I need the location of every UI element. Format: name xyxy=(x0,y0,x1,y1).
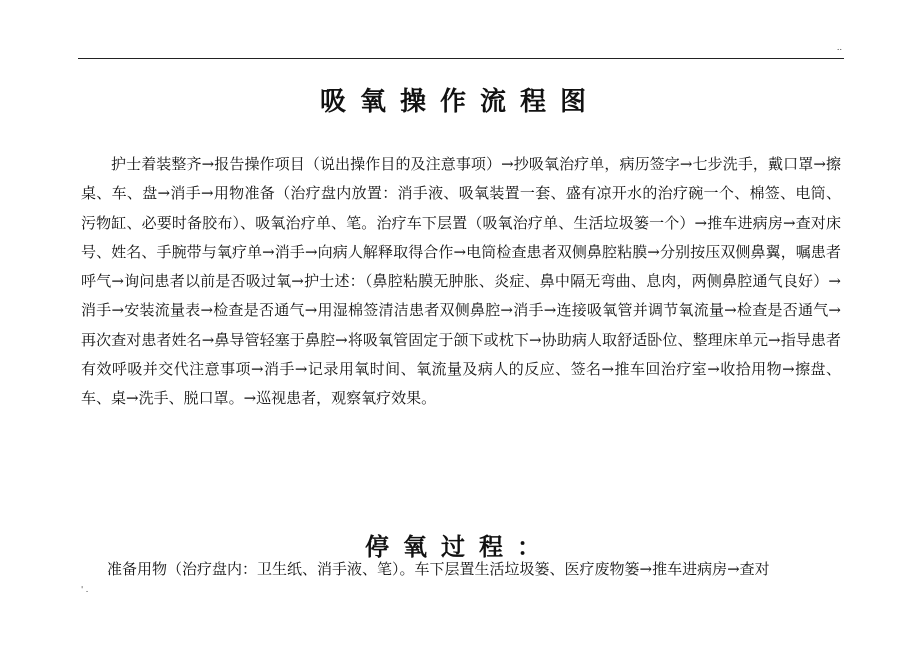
stop-oxygen-paragraph: 准备用物（治疗盘内：卫生纸、消手液、笔）。车下层置生活垃圾篓、医疗废物篓→推车进病房→查对 xyxy=(107,560,770,578)
stop-oxygen-title: 停氧过程： xyxy=(365,532,555,561)
header-rule xyxy=(78,58,844,59)
procedure-paragraph: 护士着装整齐→报告操作项目（说出操作目的及注意事项）→抄吸氧治疗单，病历签字→七步洗手，戴口罩→擦桌、车、盘→消手→用物准备（治疗盘内放置：消手液、吸氧装置一套、盛有凉开水的治疗碗一个、棉签、电筒、污物缸、必要时备胶布）、吸氧治疗单、笔。治疗车下层置（吸氧治疗单、生活垃圾篓一个）→推车进病房→查对床号、姓名、手腕带与氧疗单→消手→向病人解释取得合作→电筒检查患者双侧鼻腔粘膜→分别按压双侧鼻翼，嘱患者呼气→询问患者以前是否吸过氧→护士述：（鼻腔粘膜无肿胀、炎症、鼻中隔无弯曲、息肉，两侧鼻腔通气良好）→消手→安装流量表→检查是否通气→用湿棉签清洁患者双侧鼻腔→消手→连接吸氧管并调节氧流量→检查是否通气→再次查对患者姓名→鼻导管轻塞于鼻腔→将吸氧管固定于颌下或枕下→协助病人取舒适卧位、整理床单元→指导患者有效呼吸并交代注意事项→消手→记录用氧时间、氧流量及病人的反应、签名→推车回治疗室→收拾用物→擦盘、车、桌→洗手、脱口罩。→巡视患者，观察氧疗效果。 xyxy=(81,155,841,408)
footer-mark: ' . xyxy=(81,585,89,594)
page-title: 吸氧操作流程图 xyxy=(319,87,600,117)
header-mark: .. xyxy=(836,43,842,52)
